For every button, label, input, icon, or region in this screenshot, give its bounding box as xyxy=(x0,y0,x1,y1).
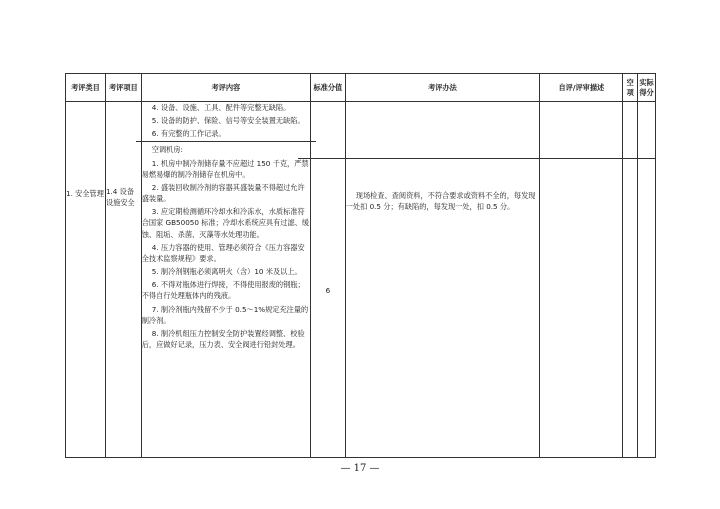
table-row xyxy=(66,102,656,458)
actual-score-cell xyxy=(638,102,656,458)
table-header-row xyxy=(66,74,656,102)
content-main-line: 1. 机房中制冷剂储存量不应超过 150 千克，严禁易燃易爆的制冷剂储存在机房中。 xyxy=(141,158,309,179)
blank-cell xyxy=(623,102,638,458)
content-main-line: 5. 制冷剂钢瓶必须离明火（含）10 米及以上。 xyxy=(151,267,302,277)
content-main-line: 6. 不得对瓶体进行焊接，不得使用报废的钢瓶；不得自行处理瓶体内的残液。 xyxy=(141,280,305,301)
header-content: 考评内容 xyxy=(141,74,310,102)
content-top-line: 5. 设备的防护、保险、信号等安全装置无缺陷。 xyxy=(151,116,305,126)
header-blank: 空项 xyxy=(623,74,638,102)
header-actual: 实际得分 xyxy=(638,74,656,102)
header-category: 考评类目 xyxy=(66,74,106,102)
page-number: — 17 — xyxy=(340,463,380,474)
content-main-line: 8. 制冷机组压力控制安全防护装置经调整、校验后，应做好记录，压力表、安全阀进行铅封处理。 xyxy=(141,328,305,349)
content-main-line: 7. 制冷剂瓶内残留不少于 0.5～1%规定充注量的制冷剂。 xyxy=(141,304,309,325)
category-text: 1. 安全管理 xyxy=(66,189,104,198)
content-cell xyxy=(141,102,310,458)
method-text: 现场检查、查阅资料，不符合要求或资料不全的，每发现一处扣 0.5 分；有缺陷的，每发现一处，扣 0.5 分。 xyxy=(345,191,536,212)
score-value: 6 xyxy=(325,286,331,295)
header-score: 标准分值 xyxy=(311,74,346,102)
row-divider-line xyxy=(298,158,656,159)
content-divider xyxy=(136,141,316,142)
score-cell xyxy=(311,102,346,458)
content-main-line: 3. 应定期检测循环冷却水和冷冻水，水质标准符合国家 GB50050 标准；冷却水系统应具有过滤、缓蚀、阻垢、杀菌、灭藻等水处理功能。 xyxy=(141,207,310,239)
content-main-line: 4. 压力容器的使用、管理必须符合《压力容器安全技术监察规程》要求。 xyxy=(141,242,305,263)
content-main-line: 空调机房: xyxy=(151,145,183,155)
content-main-line: 2. 盛装回收制冷剂的容器其盛装量不得超过允许盛装量。 xyxy=(141,182,305,204)
project-text: 1.4 设备设施安全 xyxy=(105,187,135,208)
content-top-line: 4. 设备、设施、工具、配件等完整无缺陷。 xyxy=(151,103,291,112)
method-cell xyxy=(345,102,540,458)
header-self-eval: 自评/评审描述 xyxy=(540,74,623,102)
content-top-line: 6. 有完整的工作记录。 xyxy=(151,129,226,139)
evaluation-table xyxy=(65,73,656,458)
self-eval-cell xyxy=(540,102,623,458)
category-cell xyxy=(66,102,106,458)
project-cell xyxy=(105,102,141,458)
header-method: 考评办法 xyxy=(345,74,540,102)
header-project: 考评项目 xyxy=(105,74,141,102)
